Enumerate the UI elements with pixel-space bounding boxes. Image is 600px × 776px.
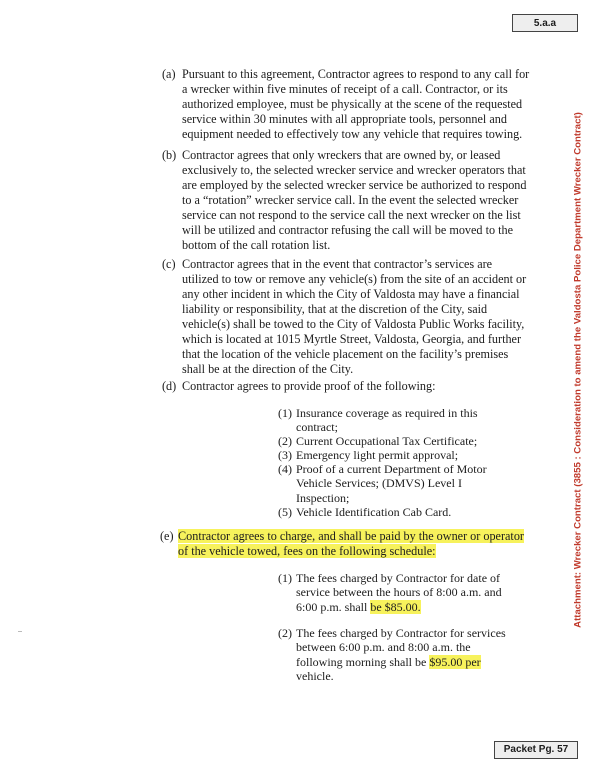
attachment-text: Attachment: Wrecker Contract (3855 : Consideration to amend the Valdosta Police Department Wrecker Contract) <box>572 112 584 628</box>
paragraph-a-line: equipment needed to effectively tow any vehicle that requires towing. <box>182 127 523 141</box>
paragraph-e-label: (e) <box>160 529 174 543</box>
fee-item-number: (2) <box>278 626 292 640</box>
proof-item-line: Current Occupational Tax Certificate; <box>296 434 478 448</box>
paragraph-c-line: vehicle(s) shall be towed to the City of Valdosta Public Works facility, <box>182 317 525 331</box>
paragraph-c-text <box>182 257 526 377</box>
fee-item-number: (1) <box>278 571 292 585</box>
paragraph-c <box>162 257 527 378</box>
proof-item-line: Vehicle Identification Cab Card. <box>296 505 452 519</box>
paragraph-a-line: a wrecker within five minutes of receipt of a call. Contractor, or its <box>182 82 508 96</box>
page-tag: 5.a.a <box>512 14 578 32</box>
paragraph-b-line: service can not respond to the service call the next wrecker on the list <box>182 208 521 222</box>
paragraph-d-label: (d) <box>162 379 177 393</box>
paragraph-c-line: utilized to tow or remove any vehicle(s) from the site of an accident or <box>182 272 527 286</box>
highlighted-text: of the vehicle towed, fees on the following schedule: <box>178 544 436 558</box>
proof-item-line: Proof of a current Department of Motor <box>296 462 487 476</box>
paragraph-a-line: Pursuant to this agreement, Contractor agrees to respond to any call for <box>182 67 530 81</box>
fee-item-line: service between the hours of 8:00 a.m. and <box>296 585 502 600</box>
paragraph-c-line: any other incident in which the City of Valdosta may have a financial <box>182 287 520 301</box>
margin-mark <box>18 631 22 632</box>
paragraph-a <box>162 67 530 143</box>
proof-item-line: Emergency light permit approval; <box>296 448 459 462</box>
paragraph-e-text <box>178 529 524 559</box>
fee-item-line: The fees charged by Contractor for date of <box>296 571 501 585</box>
fee-item-text: 6:00 p.m. shall <box>296 599 371 614</box>
paragraph-b-line: bottom of the call rotation list. <box>182 238 331 252</box>
proof-item-number: (1) <box>278 406 292 420</box>
paragraph-a-line: authorized employee, must be physically at the scene of the requested <box>182 97 523 111</box>
paragraph-d-intro: Contractor agrees to provide proof of the following: <box>182 379 436 393</box>
paragraph-c-line: Contractor agrees that in the event that contractor’s services are <box>182 257 493 271</box>
proof-item-line: Vehicle Services; (DMVS) Level I <box>296 476 462 491</box>
paragraph-e <box>160 529 524 561</box>
paragraph-c-line: that the location of the vehicle placement on the facility’s premises <box>182 347 509 361</box>
fee-item-line: The fees charged by Contractor for services <box>296 626 506 640</box>
proof-item-number: (4) <box>278 462 292 476</box>
paragraph-c-line: shall be at the direction of the City. <box>182 362 354 376</box>
proof-item-line: Insurance coverage as required in this <box>296 406 478 420</box>
proof-item-number: (2) <box>278 434 292 448</box>
paragraph-a-label: (a) <box>162 67 176 81</box>
paragraph-b-line: will be utilized and contractor refusing the call will be moved to the <box>182 223 513 237</box>
fee-amount-day: be $85.00. <box>370 599 421 614</box>
attachment-sidebar <box>566 80 590 660</box>
paragraph-b-text <box>182 148 526 253</box>
paragraph-b-line: exclusively to, the selected wrecker service and wrecker operators that <box>182 163 526 177</box>
fee-item-line <box>296 655 506 669</box>
packet-page-number: Packet Pg. 57 <box>494 741 578 759</box>
paragraph-b-line: are employed by the selected wrecker service be authorized to respond <box>182 178 527 192</box>
paragraph-c-label: (c) <box>162 257 176 271</box>
fee-amount-night: $95.00 per <box>429 654 481 669</box>
paragraph-b-label: (b) <box>162 148 177 162</box>
paragraph-d <box>162 379 522 395</box>
proof-item-line: Inspection; <box>296 490 350 505</box>
paragraph-b-line: to a “rotation” wrecker service call. In the event the selected wrecker <box>182 193 519 207</box>
highlighted-text: Contractor agrees to charge, and shall be paid by the owner or operator <box>178 529 524 543</box>
paragraph-b-line: Contractor agrees that only wreckers that are owned by, or leased <box>182 148 501 162</box>
paragraph-a-line: service within 30 minutes with all appropriate tools, personnel and <box>182 112 507 126</box>
fee-item-line: between 6:00 p.m. and 8:00 a.m. the <box>296 640 471 655</box>
proof-item-number: (5) <box>278 505 292 519</box>
paragraph-c-line: liability or responsibility, that at the discretion of the City, said <box>182 302 488 316</box>
proof-item-line: contract; <box>296 420 338 435</box>
paragraph-a-text <box>182 67 529 142</box>
paragraph-b <box>162 148 527 254</box>
fee-item-line <box>296 600 502 614</box>
proof-item-number: (3) <box>278 448 292 462</box>
paragraph-c-line: which is located at 1015 Myrtle Street, Valdosta, Georgia, and further <box>182 332 522 346</box>
fee-item-line: vehicle. <box>296 668 334 683</box>
fee-item-text: following morning shall be <box>296 654 430 669</box>
